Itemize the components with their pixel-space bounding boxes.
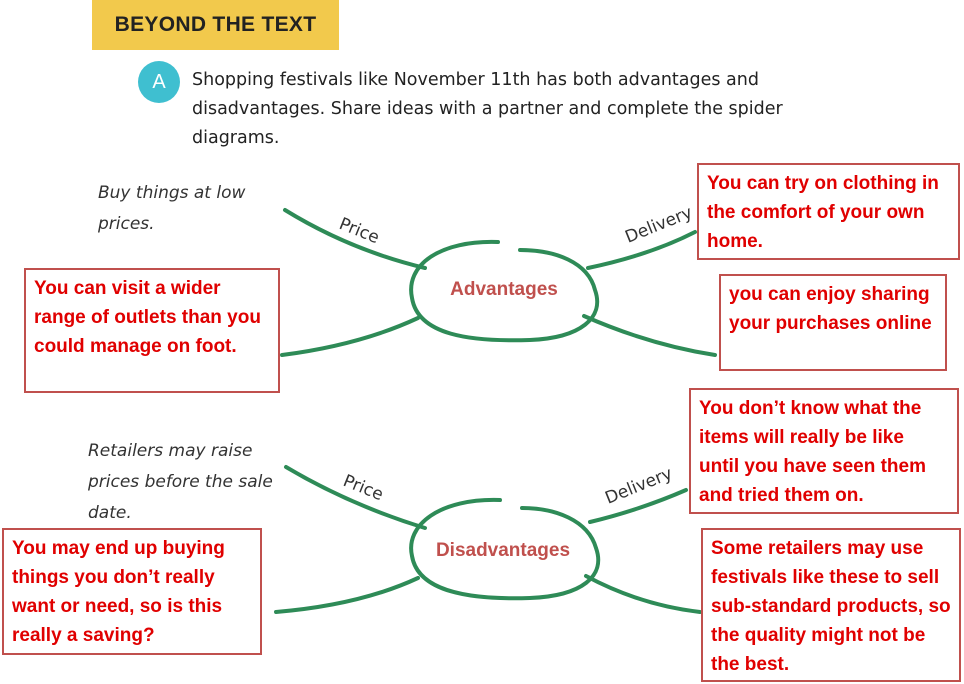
dis-delivery-label: Delivery (602, 463, 676, 509)
adv-delivery-label: Delivery (622, 202, 696, 248)
dis-price-note: Retailers may raise prices before the sale date. (88, 441, 273, 523)
adv-answer-right: you can enjoy sharing your purchases online (719, 274, 947, 371)
dis-answer-left: You may end up buying things you don’t really want or need, so is this really a saving? (2, 528, 262, 655)
adv-price-note: Buy things at low prices. (98, 183, 246, 234)
adv-branch-left (282, 318, 418, 355)
adv-price-label: Price (336, 214, 383, 249)
activity-badge: A (138, 61, 180, 103)
dis-branch-right (586, 576, 700, 612)
instructions-text: Shopping festivals like November 11th has both advantages and disadvantages. Share ideas with a partner and complete the spider diagrams. (192, 70, 783, 148)
dis-answer-right: Some retailers may use festivals like these to sell sub-standard products, so the quality might not be the best. (701, 528, 961, 682)
dis-center-label: Disadvantages (435, 540, 571, 561)
adv-answer-left: You can visit a wider range of outlets than you could manage on foot. (24, 268, 280, 393)
adv-branch-right (584, 316, 715, 355)
dis-price-label: Price (340, 471, 387, 506)
dis-answer-delivery: You don’t know what the items will really be like until you have seen them and tried them on. (689, 388, 959, 514)
adv-center-label: Advantages (450, 279, 558, 300)
adv-answer-delivery: You can try on clothing in the comfort of your own home. (697, 163, 960, 260)
dis-branch-left (276, 578, 418, 612)
section-banner: BEYOND THE TEXT (92, 0, 339, 50)
